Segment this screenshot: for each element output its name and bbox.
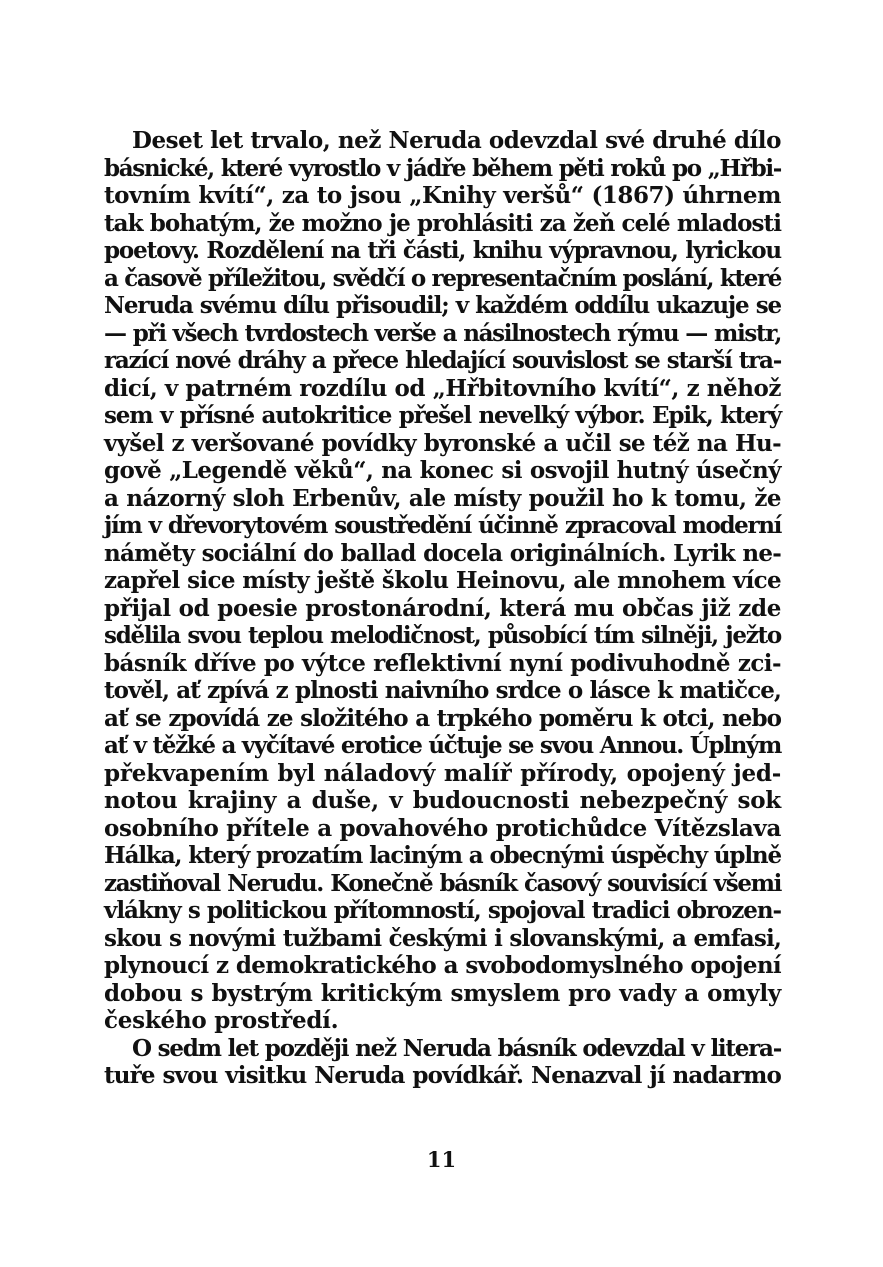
text-line: sdělila svou teplou melodičnost, působící tím silněji, ježto (104, 622, 781, 649)
text-line: sem v přísné autokritice přešel nevelký výbor. Epik, který (104, 402, 781, 429)
text-line: ať se zpovídá ze složitého a trpkého poměru k otci, nebo (104, 704, 781, 732)
text-line: básnické, které vyrostlo v jádře během pěti roků po „Hřbi- (104, 154, 781, 182)
body-text (104, 127, 781, 1090)
text-line: poetovy. Rozdělení na tři části, knihu výpravnou, lyrickou (104, 237, 781, 264)
text-line: překvapením byl náladový malíř přírody, opojený jed- (104, 759, 781, 787)
text-line: jím v dřevorytovém soustředění účinně zpracoval moderní (104, 512, 781, 539)
text-line: tuře svou visitku Neruda povídkář. Nenazval jí nadarmo (104, 1062, 781, 1089)
text-line: tověl, ať zpívá z plnosti naivního srdce o lásce k matičce, (104, 677, 781, 704)
text-line: českého prostředí. (104, 1007, 339, 1034)
text-line: vyšel z veršované povídky byronské a učil se též na Hu- (104, 429, 781, 457)
page-number: 11 (426, 1147, 457, 1172)
text-line: Hálka, který prozatím laciným a obecnými úspěchy úplně (104, 842, 781, 869)
text-line: zastiňoval Nerudu. Konečně básník časový souvisící všemi (104, 869, 781, 897)
text-line: dicí, v patrném rozdílu od „Hřbitovního kvítí“, z něhož (104, 374, 781, 402)
text-line: razící nové dráhy a přece hledající souvislost se starší tra- (104, 347, 781, 374)
text-line: dobou s bystrým kritickým smyslem pro vady a omyly (104, 979, 781, 1007)
text-line: skou s novými tužbami českými i slovanskými, a emfasi, (104, 924, 781, 952)
text-line: notou krajiny a duše, v budoucnosti nebezpečný sok (104, 787, 781, 814)
text-line: O sedm let později než Neruda básník odevzdal v litera- (132, 1034, 781, 1062)
text-line: náměty sociální do ballad docela originálních. Lyrik ne- (104, 539, 781, 567)
text-line: tovním kvítí“, za to jsou „Knihy veršů“ (1867) úhrnem (104, 182, 781, 209)
text-line: plynoucí z demokratického a svobodomyslného opojení (104, 952, 781, 979)
text-line: a časově příležitou, svědčí o representačním poslání, které (104, 264, 782, 292)
paragraph-2 (104, 1035, 781, 1090)
text-line: tak bohatým, že možno je prohlásiti za žeň celé mladosti (104, 209, 781, 237)
text-line: Neruda svému dílu přisoudil; v každém oddílu ukazuje se (104, 292, 781, 319)
paragraph-1 (104, 127, 781, 1035)
text-line: ať v těžké a vyčítavé erotice účtuje se svou Annou. Úplným (104, 732, 781, 759)
text-line: — při všech tvrdostech verše a násilnostech rýmu — mistr, (104, 319, 781, 347)
text-line: a názorný sloh Erbenův, ale místy použil ho k tomu, že (104, 484, 781, 512)
text-line: osobního přítele a povahového protichůdce Vítězslava (104, 814, 781, 842)
text-line: Deset let trvalo, než Neruda odevzdal své druhé dílo (132, 127, 781, 154)
text-line: zapřel sice místy ještě školu Heinovu, ale mnohem více (104, 567, 781, 594)
text-line: vlákny s politickou přítomností, spojoval tradici obrozen- (104, 897, 781, 924)
text-line: gově „Legendě věků“, na konec si osvojil hutný úsečný (104, 457, 781, 484)
text-line: básník dříve po výtce reflektivní nyní podivuhodně zci- (104, 649, 781, 677)
text-line: přijal od poesie prostonárodní, která mu občas již zde (104, 594, 781, 622)
